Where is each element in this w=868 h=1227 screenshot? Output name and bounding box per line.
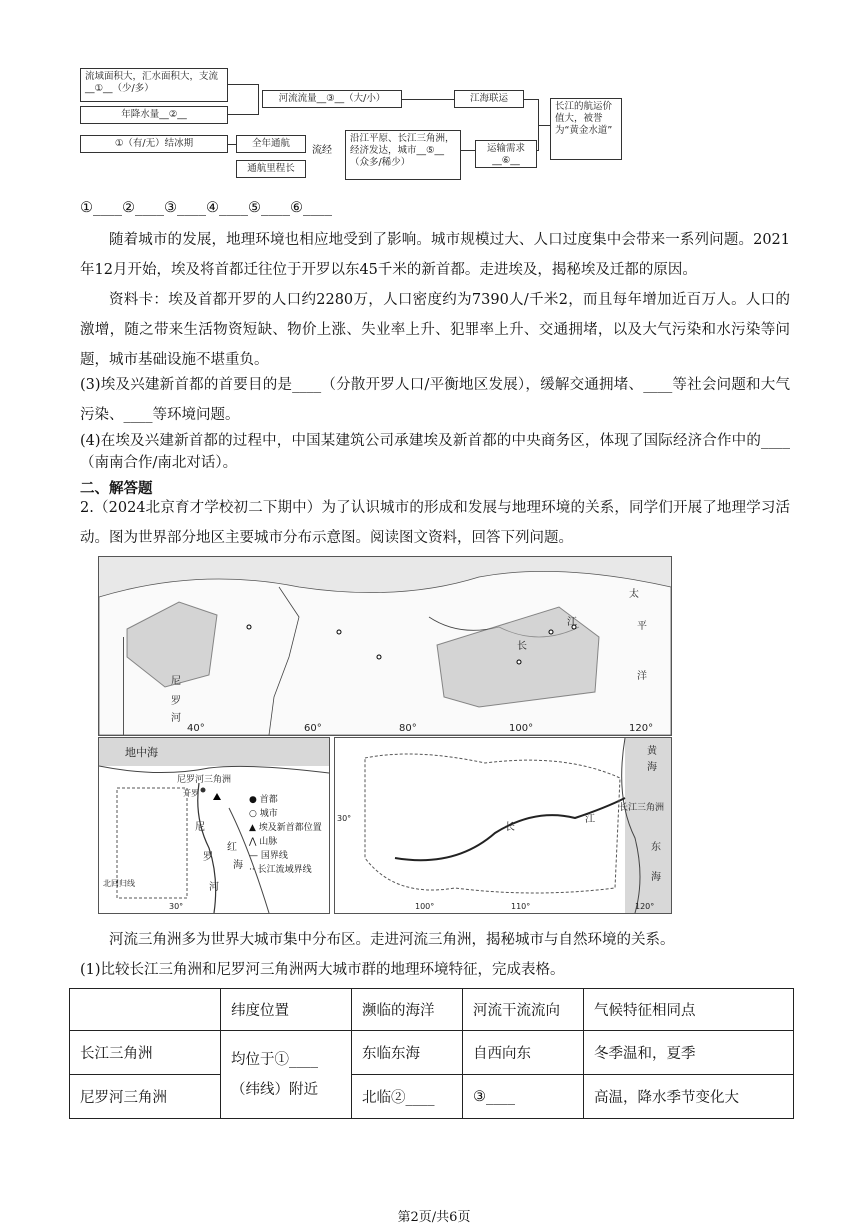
map-label-ni: 尼 bbox=[171, 676, 181, 687]
flow-box-3: ①（有/无）结冰期 bbox=[80, 135, 228, 153]
lon-60: 60° bbox=[304, 723, 322, 734]
tropic-label: 北回归线 bbox=[103, 879, 135, 888]
label-luo: 罗 bbox=[203, 852, 213, 863]
label-hong: 红 bbox=[227, 842, 237, 853]
question-4: (4)在埃及兴建新首都的过程中，中国某建筑公司承建埃及新首都的中央商务区，体现了国际经济合作中的____（南南合作/南北对话）。 bbox=[80, 433, 790, 471]
table-cell-latitude-merged: 均位于①____（纬线）附近 bbox=[221, 1031, 352, 1119]
legend-border: — 国界线 bbox=[249, 851, 288, 861]
label-mediterranean: 地中海 bbox=[125, 746, 158, 759]
label-cairo: 开罗 bbox=[183, 789, 199, 798]
legend-capital: ● 首都 bbox=[249, 795, 278, 805]
label-hai-yellow: 海 bbox=[647, 762, 657, 773]
flow-box-8: 沿江平原、长江三角洲，经济发达，城市__⑤__（众多/稀少） bbox=[345, 130, 461, 180]
table-cell-nile-ocean: 北临②____ bbox=[352, 1075, 463, 1119]
map-label-ping: 平 bbox=[637, 621, 647, 632]
flow-label-7: 流经 bbox=[312, 145, 332, 156]
map-label-luo: 罗 bbox=[171, 696, 181, 707]
flow-box-6: 通航里程长 bbox=[236, 160, 306, 178]
page-footer: 第2页/共6页 bbox=[397, 1210, 471, 1225]
label-yellow: 黄 bbox=[647, 746, 657, 757]
map-label-chang: 长 bbox=[517, 641, 527, 652]
flow-box-10: 运输需求__⑥__ bbox=[475, 140, 537, 168]
table-cell-nile-climate: 高温，降水季节变化大 bbox=[584, 1075, 794, 1119]
flow-box-1: 流域面积大，汇水面积大，支流__①__（少/多） bbox=[80, 68, 228, 102]
map-legend bbox=[249, 793, 322, 877]
comparison-table bbox=[69, 988, 794, 1119]
legend-city: ○ 城市 bbox=[249, 809, 278, 819]
info-card: 资料卡：埃及首都开罗的人口约2280万，人口密度约为7390人/千米2，而且每年增加近百万人。人口的激增，随之带来生活物资短缺、物价上涨、失业率上升、犯罪率上升、交通拥堵，以及大气污染和水污染等问题，城市基础设施不堪重负。 bbox=[80, 292, 790, 368]
label-he: 河 bbox=[209, 882, 219, 893]
flow-box-2: 年降水量__②__ bbox=[80, 106, 228, 124]
label-dong: 东 bbox=[651, 842, 661, 853]
lon-120: 120° bbox=[629, 723, 654, 734]
table-header-flow: 河流干流流向 bbox=[463, 989, 584, 1031]
yangtze-inset-map bbox=[334, 737, 672, 914]
table-header-latitude: 纬度位置 bbox=[221, 989, 352, 1031]
table-cell-yangtze-climate: 冬季温和，夏季 bbox=[584, 1031, 794, 1075]
flow-box-9: 江海联运 bbox=[454, 90, 524, 108]
lon-80: 80° bbox=[399, 723, 417, 734]
table-cell-nile: 尼罗河三角洲 bbox=[70, 1075, 221, 1119]
map-graphic bbox=[99, 557, 671, 735]
lon-100: 100° bbox=[509, 723, 534, 734]
table-cell-yangtze: 长江三角洲 bbox=[70, 1031, 221, 1075]
lon-120-bottom: 120° bbox=[635, 902, 655, 911]
paragraph-delta: 河流三角洲多为世界大城市集中分布区。走进河流三角洲，揭秘城市与自然环境的关系。 bbox=[109, 932, 675, 948]
legend-basin: ·· 长江流域界线 bbox=[249, 865, 312, 875]
table-cell-yangtze-flow: 自西向东 bbox=[463, 1031, 584, 1075]
label-nile-delta: 尼罗河三角洲 bbox=[177, 775, 232, 785]
label-yangtze-delta: 长江三角洲 bbox=[619, 803, 665, 813]
map-label-tai: 太 bbox=[629, 589, 639, 600]
table-header-ocean: 濒临的海洋 bbox=[352, 989, 463, 1031]
lon-40: 40° bbox=[187, 723, 205, 734]
flow-box-4: 河流流量__③__（大/小） bbox=[262, 90, 402, 108]
legend-mountain: ⋀ 山脉 bbox=[249, 837, 278, 847]
blank-line: ①____②____③____④____⑤____⑥____ bbox=[80, 200, 332, 216]
label-hai-east: 海 bbox=[651, 872, 661, 883]
lon-110-bottom: 110° bbox=[511, 902, 531, 911]
map-label-yang: 洋 bbox=[637, 671, 647, 682]
section-heading: 二、解答题 bbox=[80, 480, 153, 497]
flow-box-5: 全年通航 bbox=[236, 135, 306, 153]
flow-box-11: 长江的航运价值大，被誉为“黄金水道” bbox=[550, 98, 622, 160]
label-hai: 海 bbox=[233, 860, 243, 871]
lat-30-right: 30° bbox=[337, 814, 352, 823]
legend-new-capital: ▲ 埃及新首都位置 bbox=[249, 823, 322, 833]
question-3: (3)埃及兴建新首都的首要目的是____（分散开罗人口/平衡地区发展），缓解交通拥堵、____等社会问题和大气污染、____等环境问题。 bbox=[80, 377, 790, 423]
yangtze-graphic bbox=[335, 738, 671, 913]
world-map bbox=[98, 556, 672, 736]
lat-30-left: 30° bbox=[169, 902, 184, 911]
question-2-intro: 2.（2024北京育才学校初二下期中）为了认识城市的形成和发展与地理环境的关系，同学们开展了地理学习活动。图为世界部分地区主要城市分布示意图。阅读图文资料，回答下列问题。 bbox=[80, 500, 790, 546]
lon-100-bottom: 100° bbox=[415, 902, 435, 911]
map-label-jiang: 江 bbox=[567, 617, 577, 628]
paragraph-intro: 随着城市的发展，地理环境也相应地受到了影响。城市规模过大、人口过度集中会带来一系列问题。2021年12月开始，埃及将首都迁往位于开罗以东45千米的新首都。走进埃及，揭秘埃及迁都的原因。 bbox=[80, 232, 790, 278]
table-cell-yangtze-ocean: 东临东海 bbox=[352, 1031, 463, 1075]
egypt-inset-map bbox=[98, 737, 330, 914]
label-ni: 尼 bbox=[195, 822, 205, 833]
table-cell-nile-flow: ③____ bbox=[463, 1075, 584, 1119]
question-1: (1)比较长江三角洲和尼罗河三角洲两大城市群的地理环境特征，完成表格。 bbox=[80, 962, 565, 978]
map-label-he: 河 bbox=[171, 713, 181, 724]
table-header-climate: 气候特征相同点 bbox=[584, 989, 794, 1031]
table-header-empty bbox=[70, 989, 221, 1031]
label-chang: 长 bbox=[505, 822, 515, 833]
label-jiang: 江 bbox=[585, 814, 595, 825]
